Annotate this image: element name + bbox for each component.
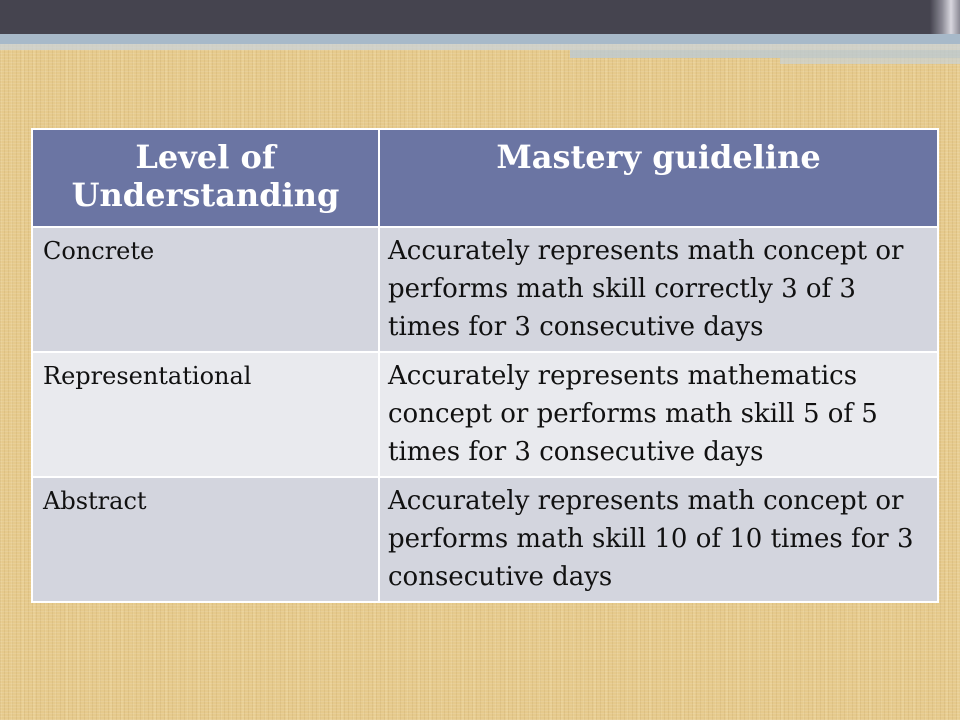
level-cell: Abstract [32, 477, 379, 602]
guideline-cell: Accurately represents math concept or performs math skill correctly 3 of 3 times for 3 consecutive days [379, 227, 938, 352]
guideline-cell: Accurately represents mathematics concept or performs math skill 5 of 5 times for 3 consecutive days [379, 352, 938, 477]
accent-band [0, 34, 960, 44]
header-mastery-guideline: Mastery guideline [379, 129, 938, 227]
header-level-of-understanding: Level of Understanding [32, 129, 379, 227]
table-row [32, 227, 938, 352]
table-header-row [32, 129, 938, 227]
top-bar [0, 0, 960, 34]
level-cell: Representational [32, 352, 379, 477]
table-row [32, 352, 938, 477]
mastery-table-container [31, 128, 937, 603]
guideline-cell: Accurately represents math concept or performs math skill 10 of 10 times for 3 consecutive days [379, 477, 938, 602]
table-row [32, 477, 938, 602]
mastery-table [31, 128, 939, 603]
top-bar-edge-decoration [930, 0, 960, 34]
level-cell: Concrete [32, 227, 379, 352]
accent-strip-right [570, 50, 960, 58]
accent-strip-right-lower [780, 58, 960, 64]
